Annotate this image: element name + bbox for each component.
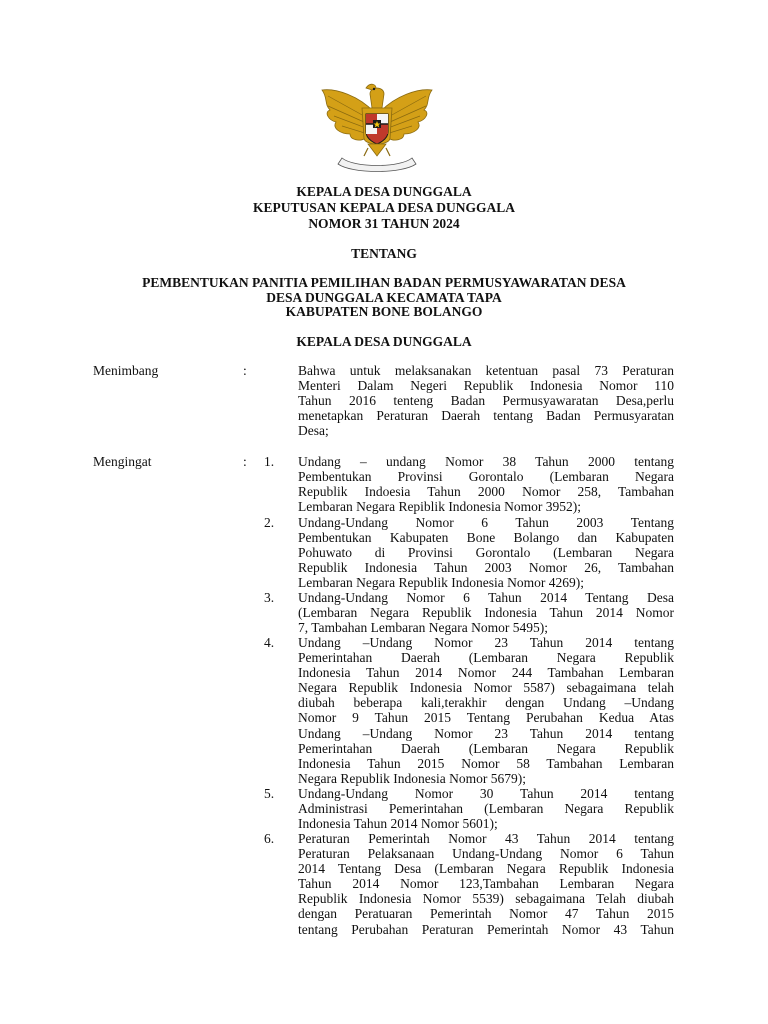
title-tentang: TENTANG [351,246,417,261]
issuer-title: KEPALA DESA DUNGGALA [296,334,472,349]
item-number: 4. [264,635,275,650]
mengingat-item-4: Undang –Undang Nomor 23 Tahun 2014 tentang Pemerintahan Daerah (Lembaran Negara Republik Indonesia Tahun 2014 Nomor 244 Tambahan Lembaran Negara Republik Indonesia Nomor 5587) sebagaimana telah diubah beberapa kali,terakhir dengan Undang –Undang Nomor 9 Tahun 2015 Tentang Perubahan Kedua Atas Undang –Undang Nomor 23 Tahun 2014 tentang Pemerintahan Daerah (Lembaran Negara Republik Indonesia Tahun 2015 Nomor 58 Tambahan Lembaran Negara Republik Indonesia Nomor 5679); [298,635,674,786]
menimbang-label: Menimbang [93,363,159,378]
subject-line-1: PEMBENTUKAN PANITIA PEMILIHAN BADAN PERMUSYAWARATAN DESA [142,275,626,290]
mengingat-item-2: Undang-Undang Nomor 6 Tahun 2003 Tentang Pembentukan Kabupaten Bone Bolango dan Kabupaten Pohuwato di Provinsi Gorontalo (Lembaran Negara Republik Indonesia Tahun 2003 Nomor 26, Tambahan Lembaran Negara Republik Indonesia Nomor 4269); [298,515,674,591]
item-number: 2. [264,515,275,530]
mengingat-label: Mengingat [93,454,152,469]
mengingat-colon: : [243,454,247,469]
mengingat-item-3: Undang-Undang Nomor 6 Tahun 2014 Tentang Desa (Lembaran Negara Republik Indonesia Tahun 2014 Nomor 7, Tambahan Lembaran Negara Nomor 5495); [298,590,674,636]
menimbang-text: Bahwa untuk melaksanakan ketentuan pasal 73 Peraturan Menteri Dalam Negeri Republik Indonesia Nomor 110 Tahun 2016 tenteng Badan Permusyawaratan Desa,perlu menetapkan Peraturan Daerah tentang Badan Permusyaratan Desa; [298,363,674,439]
item-number: 3. [264,590,275,605]
title-village-head: KEPALA DESA DUNGGALA [296,184,472,199]
item-number: 6. [264,831,275,846]
item-number: 1. [264,454,275,469]
title-decree: KEPUTUSAN KEPALA DESA DUNGGALA [253,200,515,215]
mengingat-item-5: Undang-Undang Nomor 30 Tahun 2014 tentang Administrasi Pemerintahan (Lembaran Negara Republik Indonesia Tahun 2014 Nomor 5601); [298,786,674,832]
mengingat-item-6: Peraturan Pemerintah Nomor 43 Tahun 2014 tentang Peraturan Pelaksanaan Undang-Undang Nomor 6 Tahun 2014 Tentang Desa (Lembaran Negara Republik Indonesia Tahun 2014 Nomor 123,Tambahan Lembaran Negara Republik Indonesia Nomor 5539) sebagaimana Telah diubah dengan Peratuaran Pemerintah Nomor 47 Tahun 2015 tentang Perubahan Peraturan Pemerintah Nomor 43 Tahun [298,831,674,937]
subject-line-3: KABUPATEN BONE BOLANGO [285,304,483,319]
item-number: 5. [264,786,275,801]
subject-line-2: DESA DUNGGALA KECAMATA TAPA [266,290,502,305]
menimbang-colon: : [243,363,247,378]
title-number: NOMOR 31 TAHUN 2024 [308,216,460,231]
garuda-pancasila-emblem [314,76,440,176]
mengingat-item-1: Undang – undang Nomor 38 Tahun 2000 tentang Pembentukan Provinsi Gorontalo (Lembaran Negara Republik Indoesia Tahun 2000 Nomor 258, Tambahan Lembaran Negara Repiblik Indonesia Nomor 3952); [298,454,674,515]
